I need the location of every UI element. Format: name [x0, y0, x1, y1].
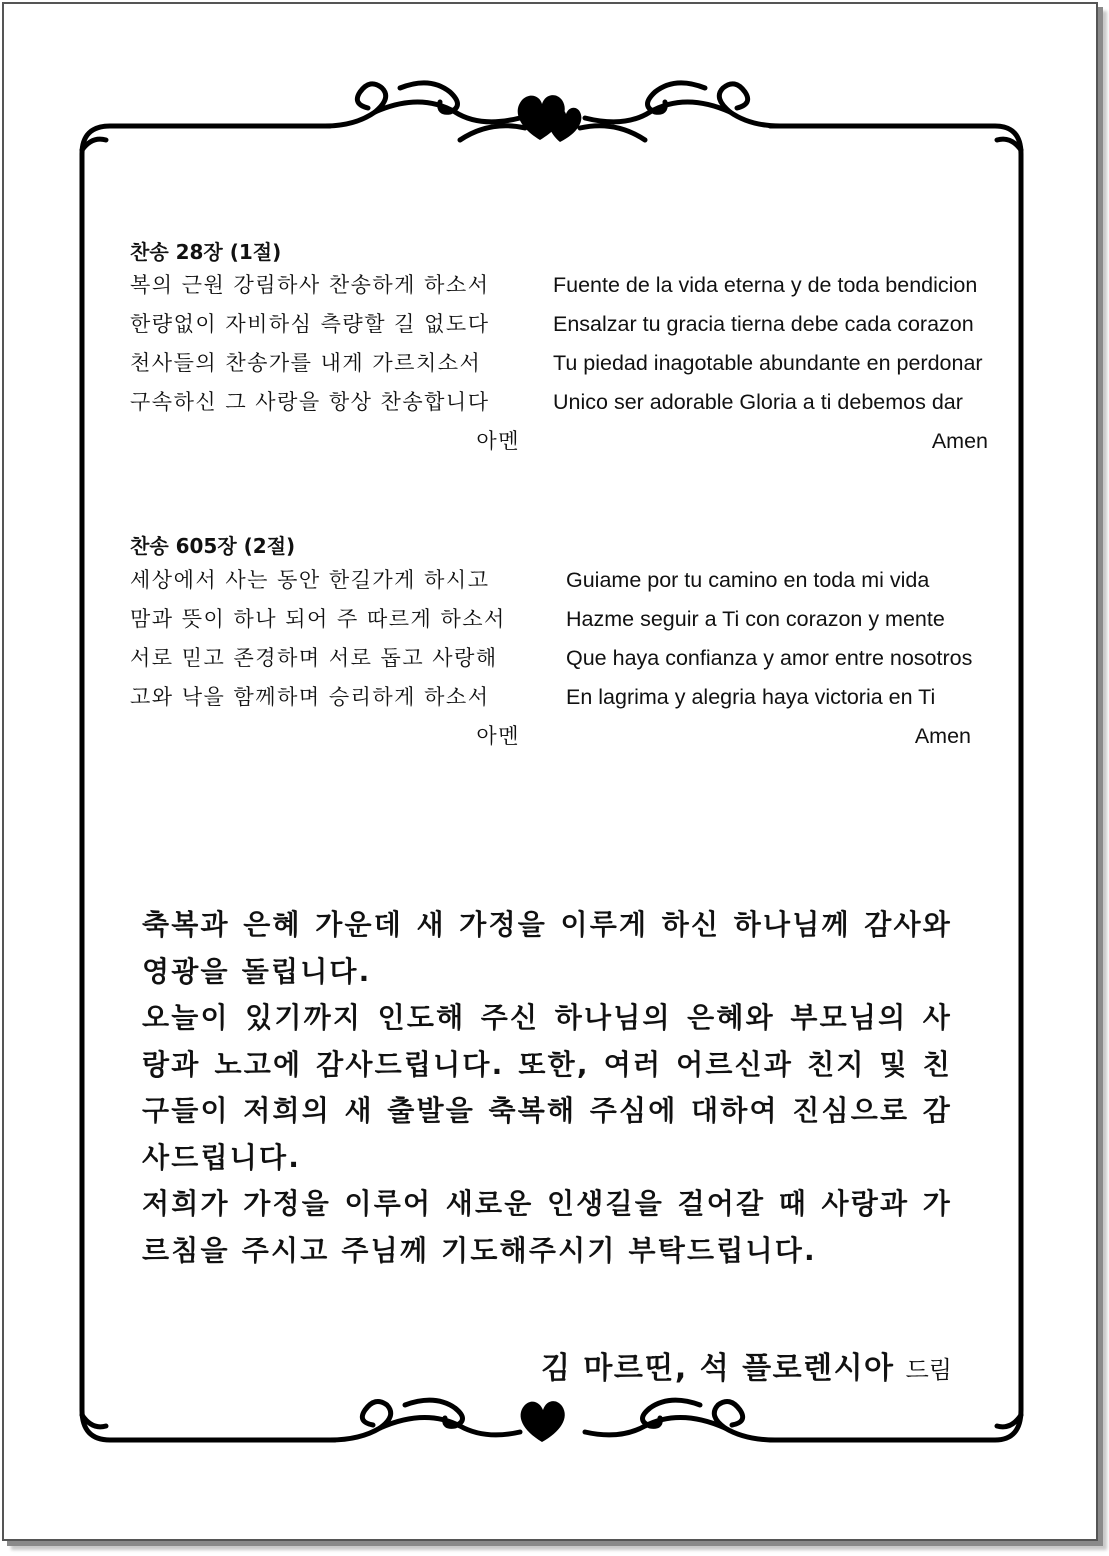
signature — [541, 1343, 952, 1387]
lyric-line: Ensalzar tu gracia tierna debe cada corazon — [553, 312, 974, 336]
hymn-1-spanish-lyrics — [553, 266, 1008, 461]
hymn-1-title: 찬송 28장 (1절) — [130, 240, 282, 264]
message-paragraph: 저희가 가정을 이루어 새로운 인생길을 걸어갈 때 사랑과 가르침을 주시고 주님께 기도해주시기 부탁드립니다. — [142, 1187, 952, 1267]
lyric-line: 맘과 뜻이 하나 되어 주 따르게 하소서 — [130, 607, 506, 631]
lyric-line: En lagrima y alegria haya victoria en Ti — [566, 685, 936, 709]
lyric-line: 한량없이 자비하심 측량할 길 없도다 — [130, 312, 490, 336]
amen-spanish: Amen — [931, 429, 988, 453]
lyric-line: 구속하신 그 사랑을 항상 찬송합니다 — [130, 390, 490, 414]
lyric-line: 고와 낙을 함께하며 승리하게 하소서 — [130, 685, 490, 709]
lyric-line: 서로 믿고 존경하며 서로 돕고 사랑해 — [130, 646, 498, 670]
lyric-line: 복의 근원 강림하사 찬송하게 하소서 — [130, 273, 490, 297]
hymn-2-korean-lyrics — [130, 561, 520, 756]
signature-suffix: 드림 — [905, 1356, 952, 1384]
lyric-line: Unico ser adorable Gloria a ti debemos dar — [553, 390, 963, 414]
message-paragraph: 오늘이 있기까지 인도해 주신 하나님의 은혜와 부모님의 사랑과 노고에 감사드립니다. 또한, 여러 어르신과 친지 및 친구들이 저희의 새 출발을 축복해 주심에 대하여 진심으로 감사드립니다. — [142, 1001, 952, 1174]
lyric-line: 천사들의 찬송가를 내게 가르치소서 — [130, 351, 482, 375]
hymn-1-korean-lyrics — [130, 266, 520, 461]
lyric-line: Hazme seguir a Ti con corazon y mente — [566, 607, 945, 631]
hymn-2-title: 찬송 605장 (2절) — [130, 534, 296, 558]
lyric-line: Tu piedad inagotable abundante en perdonar — [553, 351, 983, 375]
hymn-2-spanish-lyrics — [566, 561, 976, 756]
signature-names: 김 마르띤, 석 플로렌시아 — [541, 1351, 895, 1386]
amen-spanish: Amen — [914, 724, 971, 748]
lyric-line: Fuente de la vida eterna y de toda bendicion — [553, 273, 978, 297]
lyric-line: 세상에서 사는 동안 한길가게 하시고 — [130, 568, 490, 592]
message-paragraph: 축복과 은혜 가운데 새 가정을 이루게 하신 하나님께 감사와 영광을 돌립니다. — [142, 908, 952, 988]
lyric-line: Que haya confianza y amor entre nosotros — [566, 646, 973, 670]
thank-you-message — [142, 902, 952, 1274]
amen-korean: 아멘 — [476, 724, 520, 748]
top-hearts-icon — [518, 95, 582, 142]
amen-korean: 아멘 — [476, 429, 520, 453]
bottom-hearts-icon — [521, 1401, 565, 1442]
lyric-line: Guiame por tu camino en toda mi vida — [566, 568, 930, 592]
